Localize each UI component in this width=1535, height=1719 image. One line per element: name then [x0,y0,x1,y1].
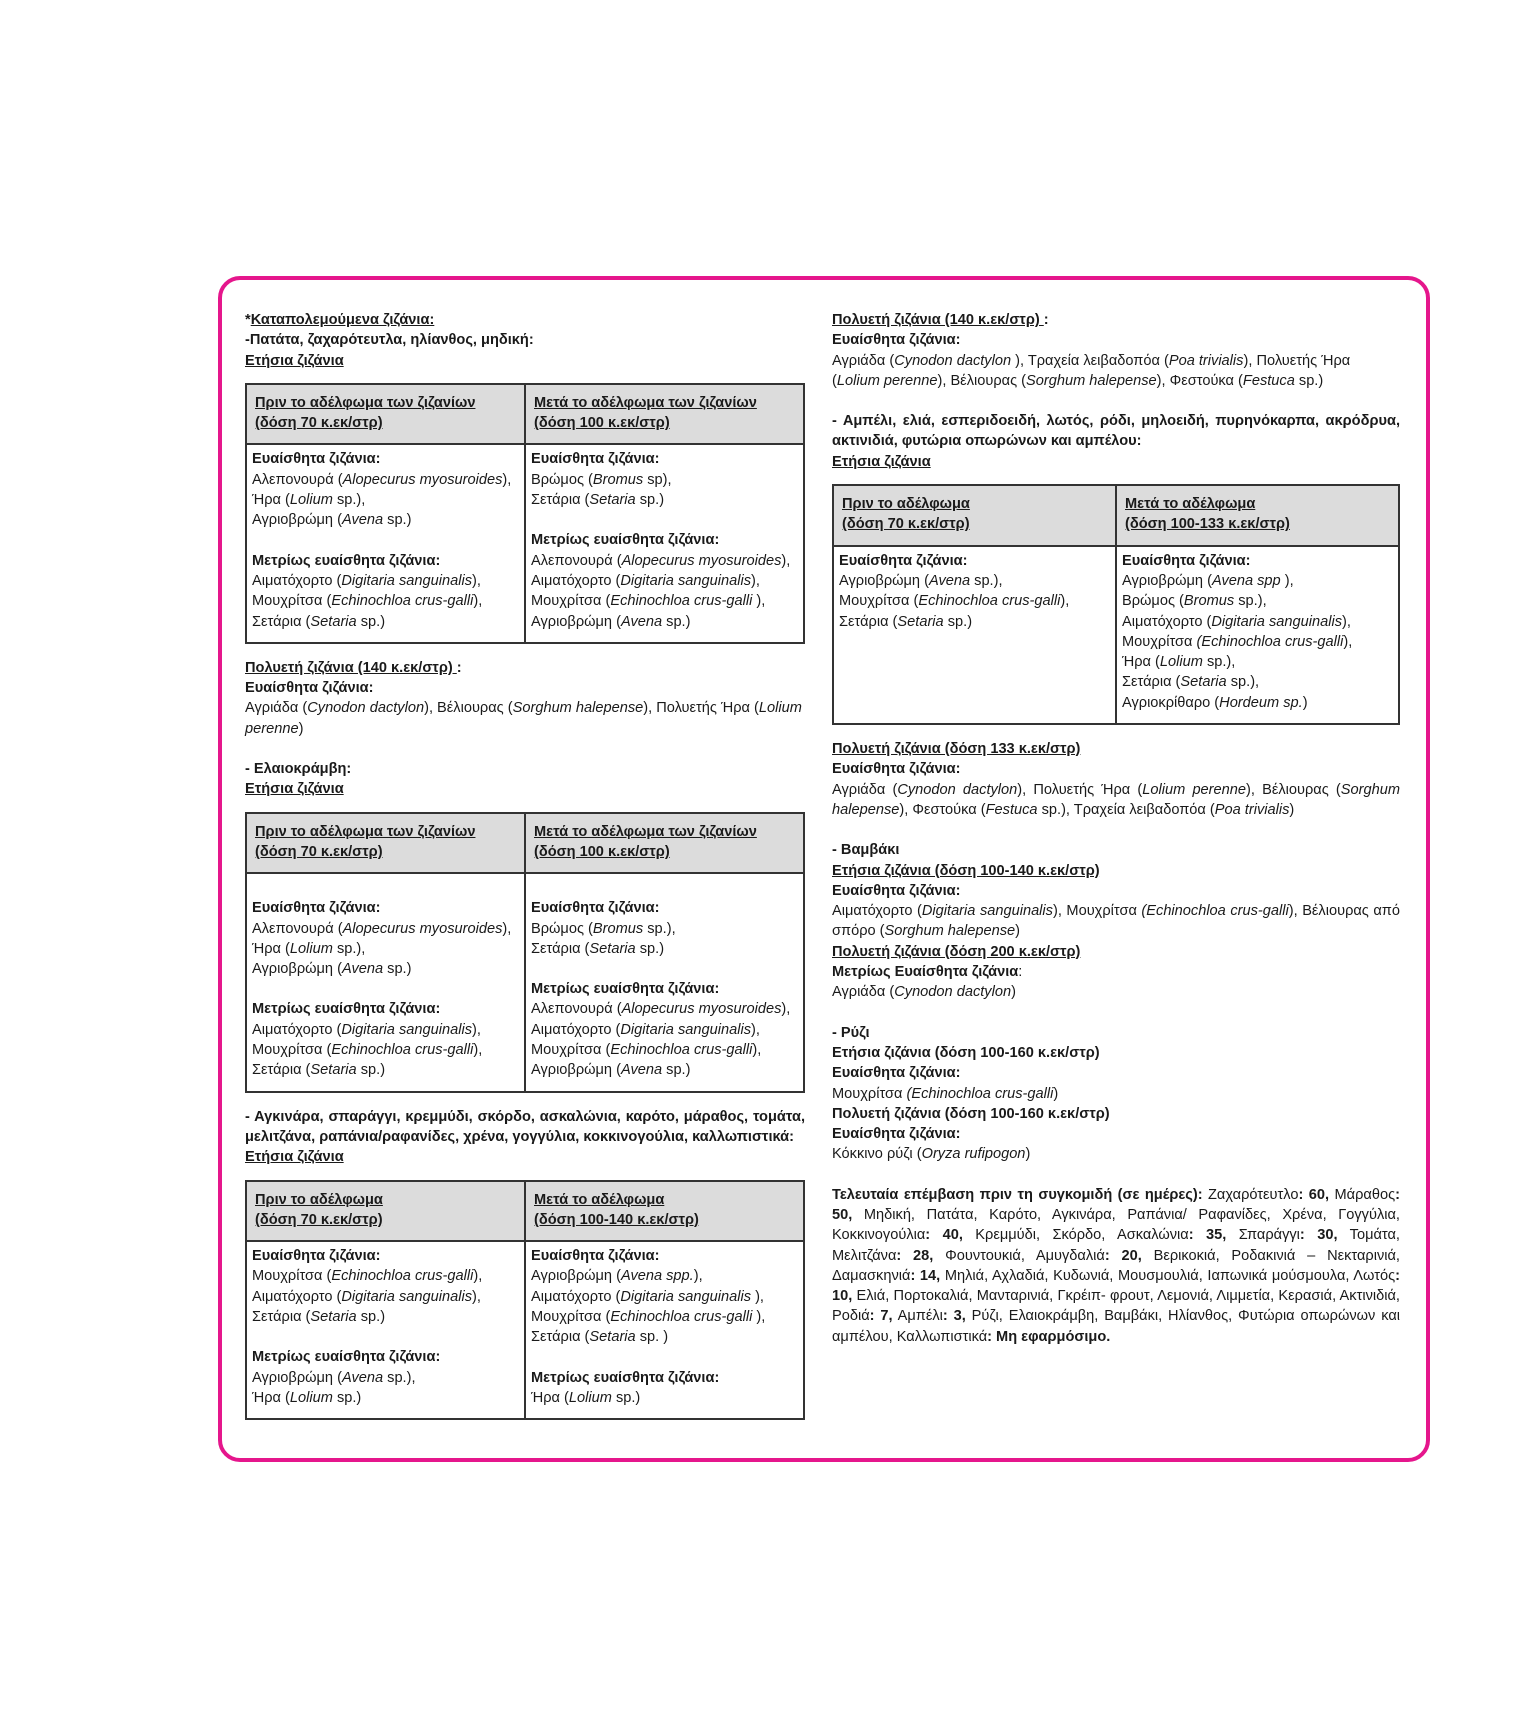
weed-entry: Μουχρίτσα (Echinochloa crus-galli), [531,1042,762,1059]
table-header: Πριν το αδέλφωμα (δόση 70 κ.εκ/στρ) [246,1181,525,1242]
weed-entry: Μουχρίτσα (Echinochloa crus-galli), [252,593,483,610]
weed-entry: Μουχρίτσα (Echinochloa crus-galli), [839,593,1070,610]
weed-entry: Μουχρίτσα (Echinochloa crus-galli), [1122,633,1353,650]
weed-entry: Αγριοκρίθαρο (Hordeum sp.) [1122,694,1308,711]
table-header: Μετά το αδέλφωμα των ζιζανίων (δόση 100 κ.εκ/στρ) [525,813,804,874]
weed-entry: Αιματόχορτο (Digitaria sanguinalis), [252,1021,481,1038]
weed-entry: Αιματόχορτο (Digitaria sanguinalis), [252,1288,481,1305]
weed-entry: Αγριοβρώμη (Avena sp.) [531,613,691,630]
table-header: Μετά το αδέλφωμα (δόση 100-133 κ.εκ/στρ) [1116,485,1399,546]
weed-entry: Ήρα (Lolium sp.) [531,1389,641,1406]
weed-entry: Βρώμος (Bromus sp), [531,471,672,488]
weed-entry: Ήρα (Lolium sp.) [252,1389,362,1406]
weed-entry: Ήρα (Lolium sp.), [1122,654,1236,671]
table-cell: Ευαίσθητα ζιζάνια: Αγριοβρώμη (Avena spp.), Αιματόχορτο (Digitaria sanguinalis ), Μουχρίτσα (Echinochloa crus-galli ), Σετάρια (Setaria sp. ) Μετρίως ευαίσθητα ζιζάνια: Ήρα (Lolium sp.) [525,1241,804,1419]
table-cell: Ευαίσθητα ζιζάνια: Αλεπονουρά (Alopecurus myosuroides), Ήρα (Lolium sp.), Αγριοβρώμη (Avena sp.) Μετρίως ευαίσθητα ζιζάνια: Αιματόχορτο (Digitaria sanguinalis), Μουχρίτσα (Echinochloa crus-galli), Σετάρια (Setaria sp.) [246,444,525,642]
table-header: Πριν το αδέλφωμα των ζιζανίων (δόση 70 κ.εκ/στρ) [246,813,525,874]
weed-entry: Αλεπονουρά (Alopecurus myosuroides), [252,471,512,488]
table-header: Πριν το αδέλφωμα των ζιζανίων (δόση 70 κ.εκ/στρ) [246,384,525,445]
weed-entry: Μουχρίτσα (Echinochloa crus-galli), [252,1268,483,1285]
table-header: Μετά το αδέλφωμα (δόση 100-140 κ.εκ/στρ) [525,1181,804,1242]
weed-entry: Βρώμος (Bromus sp.), [1122,593,1267,610]
perennial-heading: Πολυετή ζιζάνια (140 κ.εκ/στρ) : [245,659,462,676]
weed-table-2 [245,812,805,1093]
table-cell: Ευαίσθητα ζιζάνια: Μουχρίτσα (Echinochloa crus-galli), Αιματόχορτο (Digitaria sanguinalis), Σετάρια (Setaria sp.) Μετρίως ευαίσθητα ζιζάνια: Αγριοβρώμη (Avena sp.), Ήρα (Lolium sp.) [246,1241,525,1419]
table-header: Πριν το αδέλφωμα (δόση 70 κ.εκ/στρ) [833,485,1116,546]
weed-entry: Σετάρια (Setaria sp.) [531,940,665,957]
weed-entry: Αγριοβρώμη (Avena sp.) [252,512,412,529]
weed-entry: Ήρα (Lolium sp.), [252,940,366,957]
weed-entry: Μουχρίτσα (Echinochloa crus-galli ), [531,593,766,610]
right-column: Πολυετή ζιζάνια (140 κ.εκ/στρ) : Ευαίσθητα ζιζάνια: Αγριάδα (Cynodon dactylon ), Τραχεία λειβαδοπόα (Poa trivialis), Πολυετής Ήρα (Lolium perenne), Βέλιουρας (Sorghum halepense), Φεστούκα (Festuca sp.) - Αμπέλι, ελιά, εσπεριδοειδή, λωτός, ρόδι, μηλοειδή, πυρηνόκαρπα, ακρόδρυα, ακτινιδιά, φυτώρια οπωρώνων και αμπέλου: Ετήσια ζιζάνια Πριν το αδέλφωμα (δόση 70 κ.εκ/στρ) Μετά το αδέλφωμα (δόση 100-133 κ.εκ/στρ) Ευαίσθητα ζιζάνια: Αγριοβρώμη (Avena sp.), Μουχρίτσα (Echinochloa crus-galli), Σετάρια (Setaria sp.) Ευαίσθητα ζιζάνια: Αγριοβρώμη (Avena spp ), Βρώμος (Bromus sp.), Αιματόχορτο (Digitaria sanguinalis), Μουχρίτσα (Echinochloa crus-galli), Ήρα (Lolium sp.), Σετάρια (Setaria sp.), Αγριοκρίθαρο (Hordeum sp.) Πολυετή ζιζάνια (δόση 133 κ.εκ/στρ) Ευαίσθητα ζιζάνια: Αγριάδα (Cynodon dactylon), Πολυετής Ήρα (Lolium perenne), Βέλιουρας (Sorghum halepense), Φεστούκα (Festuca sp.), Τραχεία λειβαδοπόα (Poa trivialis) - Βαμβάκι Ετήσια ζιζάνια (δόση 100-140 κ.εκ/στρ) Ευαίσθητα ζιζάνια: Αιματόχορτο (Digitaria sanguinalis), Μουχρίτσα (Echinochloa crus-galli), Βέλιουρας από σπόρο (Sorghum halepense) Πολυετή ζιζάνια (δόση 200 κ.εκ/στρ) Μετρίως Ευαίσθητα ζιζάνια: Αγριάδα (Cynodon dactylon) - Ρύζι Ετήσια ζιζάνια (δόση 100-160 κ.εκ/στρ) Ευαίσθητα ζιζάνια: Μουχρίτσα (Echinochloa crus-galli) Πολυετή ζιζάνια (δόση 100-160 κ.εκ/στρ) Ευαίσθητα ζιζάνια: Κόκκινο ρύζι (Oryza rufipogon) Τελευταία επέμβαση πριν τη συγκομιδή (σε ημέρες): Ζαχαρότευτλο: 60, Μάραθος: 50, Μηδική, Πατάτα, Καρότο, Αγκινάρα, Ραπάνια/ Ραφανίδες, Χρένα, Γογγύλια, Κοκκινογούλια: 40, Κρεμμύδι, Σκόρδο, Ασκαλώνια: 35, Σπαράγγι: 30, Τομάτα, Μελιτζάνα: 28, Φουντουκιά, Αμυγδαλιά: 20, Βερικοκιά, Ροδακινιά – Νεκταρινιά, Δαμασκηνιά: 14, Μηλιά, Αχλαδιά, Κυδωνιά, Μουσμουλιά, Ιαπωνικά μούσμουλα, Λωτός: 10, Ελιά, Πορτοκαλιά, Μανταρινιά, Γκρέιπ- φρουτ, Λεμονιά, Λιμμετία, Κερασιά, Ακτινιδιά, Ροδιά: 7, Αμπέλι: 3, Ρύζι, Ελαιοκράμβη, Βαμβάκι, Ηλίανθος, Φυτώρια οπωρώνων και αμπέλου, Καλλωπιστικά: Μη εφαρμόσιμο. [832,310,1400,1347]
rapeseed-heading: - Ελαιοκράμβη: [245,761,352,778]
intro-heading: *Καταπολεμούμενα ζιζάνια: [245,312,435,328]
table-cell: Ευαίσθητα ζιζάνια: Αλεπονουρά (Alopecurus myosuroides), Ήρα (Lolium sp.), Αγριοβρώμη (Avena sp.) Μετρίως ευαίσθητα ζιζάνια: Αιματόχορτο (Digitaria sanguinalis), Μουχρίτσα (Echinochloa crus-galli), Σετάρια (Setaria sp.) [246,873,525,1091]
weed-entry: Αγριοβρώμη (Avena sp.), [839,572,1003,589]
weed-entry: Αγριοβρώμη (Avena sp.) [531,1062,691,1079]
table-cell: Ευαίσθητα ζιζάνια: Αγριοβρώμη (Avena sp.), Μουχρίτσα (Echinochloa crus-galli), Σετάρια (Setaria sp.) [833,546,1116,724]
weed-table-3 [245,1180,805,1421]
weed-entry: Αιματόχορτο (Digitaria sanguinalis), [1122,613,1351,630]
cotton-heading: - Βαμβάκι [832,842,900,859]
cotton-weeds: Αιματόχορτο (Digitaria sanguinalis), Μουχρίτσα (Echinochloa crus-galli), Βέλιουρας από σπόρο (Sorghum halepense) [832,903,1400,940]
weed-entry: Αιματόχορτο (Digitaria sanguinalis ), [531,1288,764,1305]
table-header: Μετά το αδέλφωμα των ζιζανίων (δόση 100 κ.εκ/στρ) [525,384,804,445]
weed-entry: Σετάρια (Setaria sp.) [252,613,386,630]
rice-perennial: Κόκκινο ρύζι (Oryza rufipogon) [832,1146,1031,1163]
weed-entry: Αιματόχορτο (Digitaria sanguinalis), [252,572,481,589]
vegetables-heading: - Αγκινάρα, σπαράγγι, κρεμμύδι, σκόρδο, ασκαλώνια, καρότο, μάραθος, τομάτα, μελιτζάνα, ραπάνια/ραφανίδες, χρένα, γογγύλια, κοκκινογούλια, καλλωπιστικά: [245,1108,805,1145]
weed-entry: Αγριοβρώμη (Avena sp.) [252,961,412,978]
weed-entry: Σετάρια (Setaria sp.) [252,1062,386,1079]
weed-entry: Αλεπονουρά (Alopecurus myosuroides), [531,552,791,569]
weed-entry: Αιματόχορτο (Digitaria sanguinalis), [531,572,760,589]
weed-table-1 [245,383,805,644]
intro-crops: -Πατάτα, ζαχαρότευτλα, ηλίανθος, μηδική: [245,332,534,349]
rice-heading: - Ρύζι [832,1024,870,1041]
weed-entry: Αγριοβρώμη (Avena spp ), [1122,572,1294,589]
weed-entry: Αγριοβρώμη (Avena spp.), [531,1268,703,1285]
table-cell: Ευαίσθητα ζιζάνια: Αγριοβρώμη (Avena spp ), Βρώμος (Bromus sp.), Αιματόχορτο (Digitaria sanguinalis), Μουχρίτσα (Echinochloa crus-galli), Ήρα (Lolium sp.), Σετάρια (Setaria sp.), Αγριοκρίθαρο (Hordeum sp.) [1116,546,1399,724]
weed-entry: Μουχρίτσα (Echinochloa crus-galli ), [531,1308,766,1325]
weed-entry: Σετάρια (Setaria sp.) [252,1308,386,1325]
table-cell: Ευαίσθητα ζιζάνια: Βρώμος (Bromus sp.), Σετάρια (Setaria sp.) Μετρίως ευαίσθητα ζιζάνια: Αλεπονουρά (Alopecurus myosuroides), Αιματόχορτο (Digitaria sanguinalis), Μουχρίτσα (Echinochloa crus-galli), Αγριοβρώμη (Avena sp.) [525,873,804,1091]
weed-entry: Μουχρίτσα (Echinochloa crus-galli), [252,1042,483,1059]
rice-weeds: Μουχρίτσα (Echinochloa crus-galli) [832,1085,1059,1102]
perennial-heading: Πολυετή ζιζάνια (δόση 133 κ.εκ/στρ) [832,741,1081,758]
weed-entry: Αλεπονουρά (Alopecurus myosuroides), [252,920,512,937]
weed-entry: Αλεπονουρά (Alopecurus myosuroides), [531,1001,791,1018]
weed-entry: Βρώμος (Bromus sp.), [531,920,676,937]
perennial-weeds: Αγριάδα (Cynodon dactylon), Πολυετής Ήρα (Lolium perenne), Βέλιουρας (Sorghum halepense), Φεστούκα (Festuca sp.), Τραχεία λειβαδοπόα (Poa trivialis) [832,781,1400,818]
left-column: *Καταπολεμούμενα ζιζάνια: -Πατάτα, ζαχαρότευτλα, ηλίανθος, μηδική: Ετήσια ζιζάνια Πριν το αδέλφωμα των ζιζανίων (δόση 70 κ.εκ/στρ) Μετά το αδέλφωμα των ζιζανίων (δόση 100 κ.εκ/στρ) Ευαίσθητα ζιζάνια: Αλεπονουρά (Alopecurus myosuroides), Ήρα (Lolium sp.), Αγριοβρώμη (Avena sp.) Μετρίως ευαίσθητα ζιζάνια: Αιματόχορτο (Digitaria sanguinalis), Μουχρίτσα (Echinochloa crus-galli), Σετάρια (Setaria sp.) Ευαίσθητα ζιζάνια: Βρώμος (Bromus sp), Σετάρια (Setaria sp.) Μετρίως ευαίσθητα ζιζάνια: Αλεπονουρά (Alopecurus myosuroides), Αιματόχορτο (Digitaria sanguinalis), Μουχρίτσα (Echinochloa crus-galli ), Αγριοβρώμη (Avena sp.) Πολυετή ζιζάνια (140 κ.εκ/στρ) : Ευαίσθητα ζιζάνια: Αγριάδα (Cynodon dactylon), Βέλιουρας (Sorghum halepense), Πολυετής Ήρα (Lolium perenne) - Ελαιοκράμβη: Ετήσια ζιζάνια Πριν το αδέλφωμα των ζιζανίων (δόση 70 κ.εκ/στρ) Μετά το αδέλφωμα των ζιζανίων (δόση 100 κ.εκ/στρ) Ευαίσθητα ζιζάνια: Αλεπονουρά (Alopecurus myosuroides), Ήρα (Lolium sp.), Αγριοβρώμη (Avena sp.) Μετρίως ευαίσθητα ζιζάνια: Αιματόχορτο (Digitaria sanguinalis), Μουχρίτσα (Echinochloa crus-galli), Σετάρια (Setaria sp.) Ευαίσθητα ζιζάνια: Βρώμος (Bromus sp.), Σετάρια (Setaria sp.) Μετρίως ευαίσθητα ζιζάνια: Αλεπονουρά (Alopecurus myosuroides), Αιματόχορτο (Digitaria sanguinalis), Μουχρίτσα (Echinochloa crus-galli), Αγριοβρώμη (Avena sp.) - Αγκινάρα, σπαράγγι, κρεμμύδι, σκόρδο, ασκαλώνια, καρότο, μάραθος, τομάτα, μελιτζάνα, ραπάνια/ραφανίδες, χρένα, γογγύλια, κοκκινογούλια, καλλωπιστικά: Ετήσια ζιζάνια Πριν το αδέλφωμα (δόση 70 κ.εκ/στρ) Μετά το αδέλφωμα (δόση 100-140 κ.εκ/στρ) Ευαίσθητα ζιζάνια: Μουχρίτσα (Echinochloa crus-galli), Αιματόχορτο (Digitaria sanguinalis), Σετάρια (Setaria sp.) Μετρίως ευαίσθητα ζιζάνια: Αγριοβρώμη (Avena sp.), Ήρα (Lolium sp.) Ευαίσθητα ζιζάνια: Αγριοβρώμη (Avena spp.), Αιματόχορτο (Digitaria sanguinalis ), Μουχρίτσα (Echinochloa crus-galli ), Σετάρια (Setaria sp. ) Μετρίως ευαίσθητα ζιζάνια: Ήρα (Lolium sp.) [245,310,805,1434]
weed-table-4 [832,484,1400,725]
weed-entry: Αιματόχορτο (Digitaria sanguinalis), [531,1021,760,1038]
table-cell: Ευαίσθητα ζιζάνια: Βρώμος (Bromus sp), Σετάρια (Setaria sp.) Μετρίως ευαίσθητα ζιζάνια: Αλεπονουρά (Alopecurus myosuroides), Αιματόχορτο (Digitaria sanguinalis), Μουχρίτσα (Echinochloa crus-galli ), Αγριοβρώμη (Avena sp.) [525,444,804,642]
cotton-perennial: Αγριάδα (Cynodon dactylon) [832,984,1016,1001]
weed-entry: Σετάρια (Setaria sp.) [531,492,665,509]
weed-entry: Ήρα (Lolium sp.), [252,492,366,509]
weed-entry: Σετάρια (Setaria sp.) [839,613,973,630]
weed-entry: Σετάρια (Setaria sp.), [1122,674,1260,691]
intro-annual: Ετήσια ζιζάνια [245,352,344,369]
weed-entry: Σετάρια (Setaria sp. ) [531,1329,669,1346]
vineyard-heading: - Αμπέλι, ελιά, εσπεριδοειδή, λωτός, ρόδι, μηλοειδή, πυρηνόκαρπα, ακρόδρυα, ακτινιδιά, φυτώρια οπωρώνων και αμπέλου: [832,413,1400,450]
perennial-weeds: Αγριάδα (Cynodon dactylon ), Τραχεία λειβαδοπόα (Poa trivialis), Πολυετής Ήρα (Lolium perenne), Βέλιουρας (Sorghum halepense), Φεστούκα (Festuca sp.) [832,352,1351,389]
phi-paragraph: Τελευταία επέμβαση πριν τη συγκομιδή (σε ημέρες): Ζαχαρότευτλο: 60, Μάραθος: 50, Μηδική, Πατάτα, Καρότο, Αγκινάρα, Ραπάνια/ Ραφανίδες, Χρένα, Γογγύλια, Κοκκινογούλια: 40, Κρεμμύδι, Σκόρδο, Ασκαλώνια: 35, Σπαράγγι: 30, Τομάτα, Μελιτζάνα: 28, Φουντουκιά, Αμυγδαλιά: 20, Βερικοκιά, Ροδακινιά – Νεκταρινιά, Δαμασκηνιά: 14, Μηλιά, Αχλαδιά, Κυδωνιά, Μουσμουλιά, Ιαπωνικά μούσμουλα, Λωτός: 10, Ελιά, Πορτοκαλιά, Μανταρινιά, Γκρέιπ- φρουτ, Λεμονιά, Λιμμετία, Κερασιά, Ακτινιδιά, Ροδιά: 7, Αμπέλι: 3, Ρύζι, Ελαιοκράμβη, Βαμβάκι, Ηλίανθος, Φυτώρια οπωρώνων και αμπέλου, Καλλωπιστικά: Μη εφαρμόσιμο. [832,1186,1401,1345]
perennial-heading: Πολυετή ζιζάνια (140 κ.εκ/στρ) : [832,312,1049,328]
weed-entry: Αγριοβρώμη (Avena sp.), [252,1369,416,1386]
perennial-weeds: Αγριάδα (Cynodon dactylon), Βέλιουρας (Sorghum halepense), Πολυετής Ήρα (Lolium perenne) [245,700,802,737]
